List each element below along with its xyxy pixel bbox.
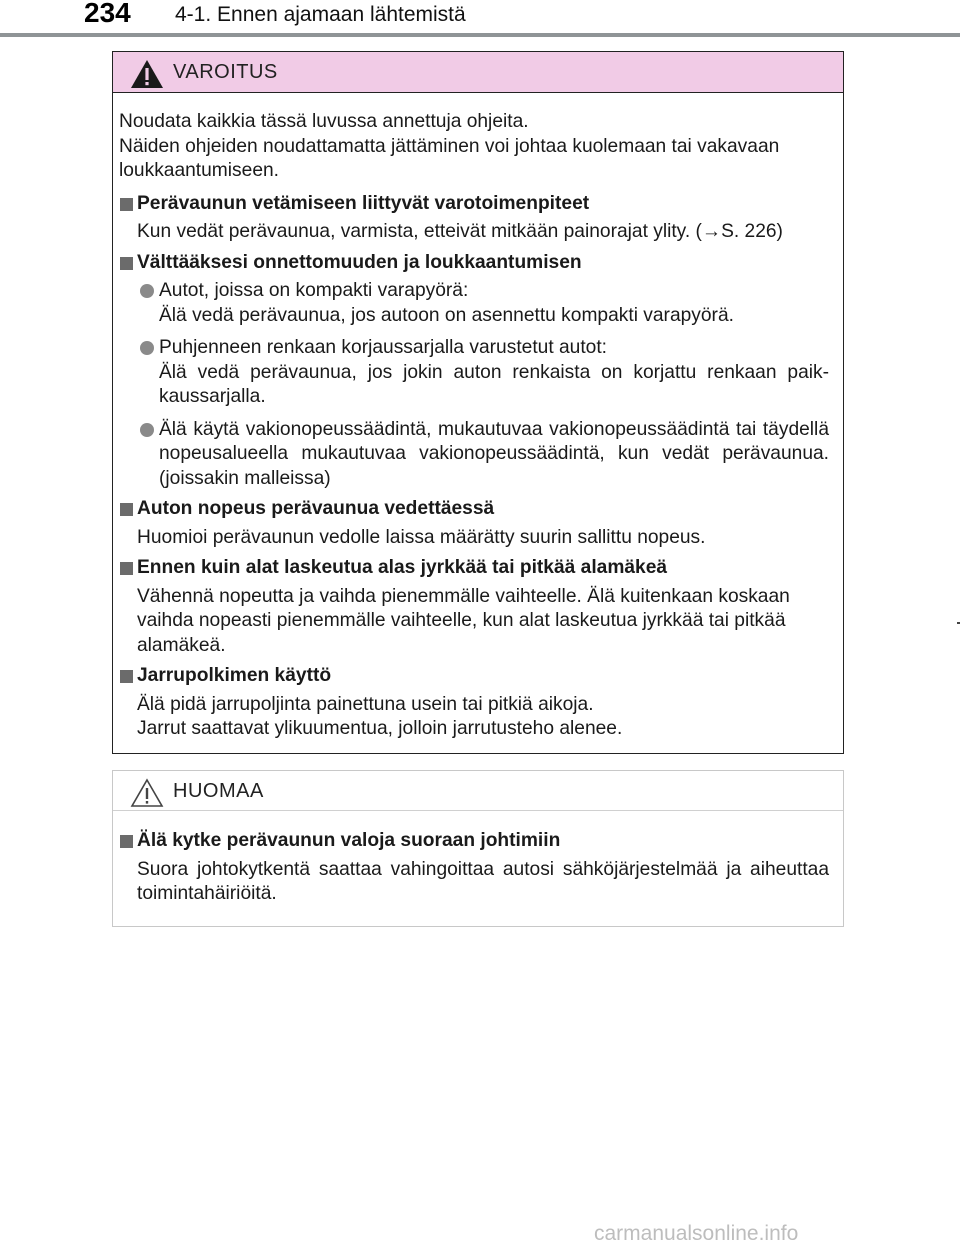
header-rule (0, 33, 960, 37)
warning-label: VAROITUS (173, 61, 278, 83)
notice-box (112, 770, 844, 927)
section-title-text: Välttääksesi onnettomuuden ja loukkaantumisen (119, 251, 829, 276)
square-bullet-icon (120, 503, 133, 516)
section-trailer-lights (119, 829, 829, 907)
page-header (0, 0, 960, 38)
list-item: Älä käytä vakionopeussäädintä, mukautuvaa vakionopeussäädintä tai täydellä nopeusalueella mukautuvaa vakionopeussäädintä, kun vedät perävaunua. (joissakin malleissa) (119, 418, 829, 492)
intro-line: Näiden ohjeiden noudattamatta jättäminen voi johtaa kuolemaan tai vakavaan loukkaantumiseen. (119, 135, 780, 181)
section-trailer-precautions (119, 192, 829, 245)
square-bullet-icon (120, 835, 133, 848)
warning-intro (119, 110, 829, 184)
watermark: carmanualsonline.info (594, 1222, 799, 1245)
section-text: Suora johtokytkentä saattaa vahingoittaa autosi sähköjärjestelmää ja aiheuttaa toimintahäiriöitä. (137, 858, 829, 904)
list-item: Puhjenneen renkaan korjaussarjalla varustetut autot: Älä vedä perävaunua, jos jokin auton renkaista on korjattu renkaan paik-kaussarjalla. (119, 336, 829, 410)
list-item: Autot, joissa on kompakti varapyörä: Älä vedä perävaunua, jos autoon on asennettu kompakti varapyörä. (119, 279, 829, 328)
square-bullet-icon (120, 670, 133, 683)
round-bullet-icon (140, 284, 154, 298)
section-brake-pedal (119, 664, 829, 742)
round-bullet-icon (140, 423, 154, 437)
notice-header (113, 771, 843, 811)
section-text: Kun vedät perävaunua, varmista, etteivät mitkään painorajat ylity. (→S. 226) (137, 221, 783, 242)
page-number: 234 (84, 0, 131, 28)
round-bullet-icon (140, 341, 154, 355)
section-title-text: Älä kytke perävaunun valoja suoraan johtimiin (119, 829, 829, 854)
square-bullet-icon (120, 257, 133, 270)
section-text: Huomioi perävaunun vedolle laissa määrätty suurin sallittu nopeus. (137, 526, 706, 548)
section-title-text: Auton nopeus perävaunua vedettäessä (119, 497, 829, 522)
warning-header (113, 52, 843, 93)
notice-label: HUOMAA (173, 780, 264, 802)
section-title-text: Jarrupolkimen käyttö (119, 664, 829, 689)
notice-body (119, 829, 829, 907)
section-title-text: Perävaunun vetämiseen liittyvät varotoimenpiteet (119, 192, 829, 217)
square-bullet-icon (120, 198, 133, 211)
square-bullet-icon (120, 562, 133, 575)
section-title-text: Ennen kuin alat laskeutua alas jyrkkää tai pitkää alamäkeä (119, 556, 829, 581)
section-title: 4-1. Ennen ajamaan lähtemistä (175, 3, 466, 26)
section-text: Älä pidä jarrupoljinta painettuna usein tai pitkiä aikoja. (137, 693, 594, 715)
section-avoid-accident (119, 251, 829, 492)
caution-triangle-outline-icon (129, 777, 165, 809)
section-text: Vähennä nopeutta ja vaihda pienemmälle vaihteelle. Älä kuitenkaan koskaan vaihda nopeasti pienemmälle vaihteelle, kun alat laskeutua jyrkkää tai pitkää alamäkeä. (137, 585, 790, 656)
section-speed (119, 497, 829, 550)
section-downhill (119, 556, 829, 658)
intro-line: Noudata kaikkia tässä luvussa annettuja ohjeita. (119, 111, 529, 132)
warning-body (119, 110, 829, 742)
warning-triangle-icon (129, 58, 165, 90)
section-text: Jarrut saattavat ylikuumentua, jolloin jarrutusteho alenee. (137, 718, 623, 739)
warning-box (112, 51, 844, 754)
